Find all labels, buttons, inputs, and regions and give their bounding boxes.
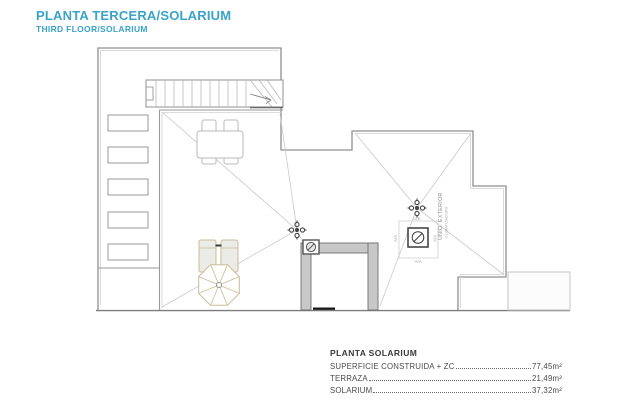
- dotted-leader: [456, 368, 531, 369]
- legend-row-label: TERRAZA: [330, 374, 368, 383]
- lounger-divider: [216, 245, 222, 247]
- legend-row-value: 77,45m²: [531, 362, 562, 371]
- roof-drain: [408, 199, 427, 218]
- ac-label-right: A/A: [432, 234, 438, 242]
- shaft-threshold: [313, 308, 335, 310]
- legend-row-value: 21,49m²: [531, 374, 562, 383]
- legend-row: [330, 383, 562, 395]
- table: [197, 131, 243, 158]
- unit-exterior-annotation: [438, 192, 449, 240]
- unit-exterior-line2: CLIMATIZADORA: [444, 206, 449, 238]
- legend-row: [330, 359, 562, 371]
- roof-drain: [288, 221, 307, 240]
- chair: [224, 120, 238, 132]
- area-legend: [330, 348, 562, 395]
- parasol-umbrella: [199, 265, 240, 306]
- legend-title: PLANTA SOLARIUM: [330, 348, 418, 358]
- legend-row-label: SOLARIUM: [330, 386, 373, 395]
- dining-set: [197, 120, 243, 164]
- adjacent-roof-volume: [508, 272, 570, 310]
- legend-row: [330, 371, 562, 383]
- page-title: PLANTA TERCERA/SOLARIUM: [36, 8, 232, 23]
- dotted-leader: [373, 392, 531, 393]
- ac-label-bottom: A/A: [414, 259, 422, 264]
- legend-row-label: SUPERFICIE CONSTRUIDA + ZC: [330, 362, 455, 371]
- staircase: [146, 80, 283, 108]
- downpipe-symbol: [303, 240, 319, 254]
- ac-label-left: A/A: [393, 234, 398, 242]
- chair: [202, 120, 216, 132]
- legend-row-value: 37,32m²: [531, 386, 562, 395]
- ue-label: U/E: [413, 216, 421, 221]
- dotted-leader: [369, 380, 531, 381]
- terrace-walls: [98, 110, 283, 310]
- ac-exterior-unit: [393, 216, 438, 264]
- page-subtitle: THIRD FLOOR/SOLARIUM: [36, 23, 148, 34]
- planter-boxes: [108, 115, 148, 260]
- unit-exterior-line1: UNID. EXTERIOR: [438, 192, 444, 240]
